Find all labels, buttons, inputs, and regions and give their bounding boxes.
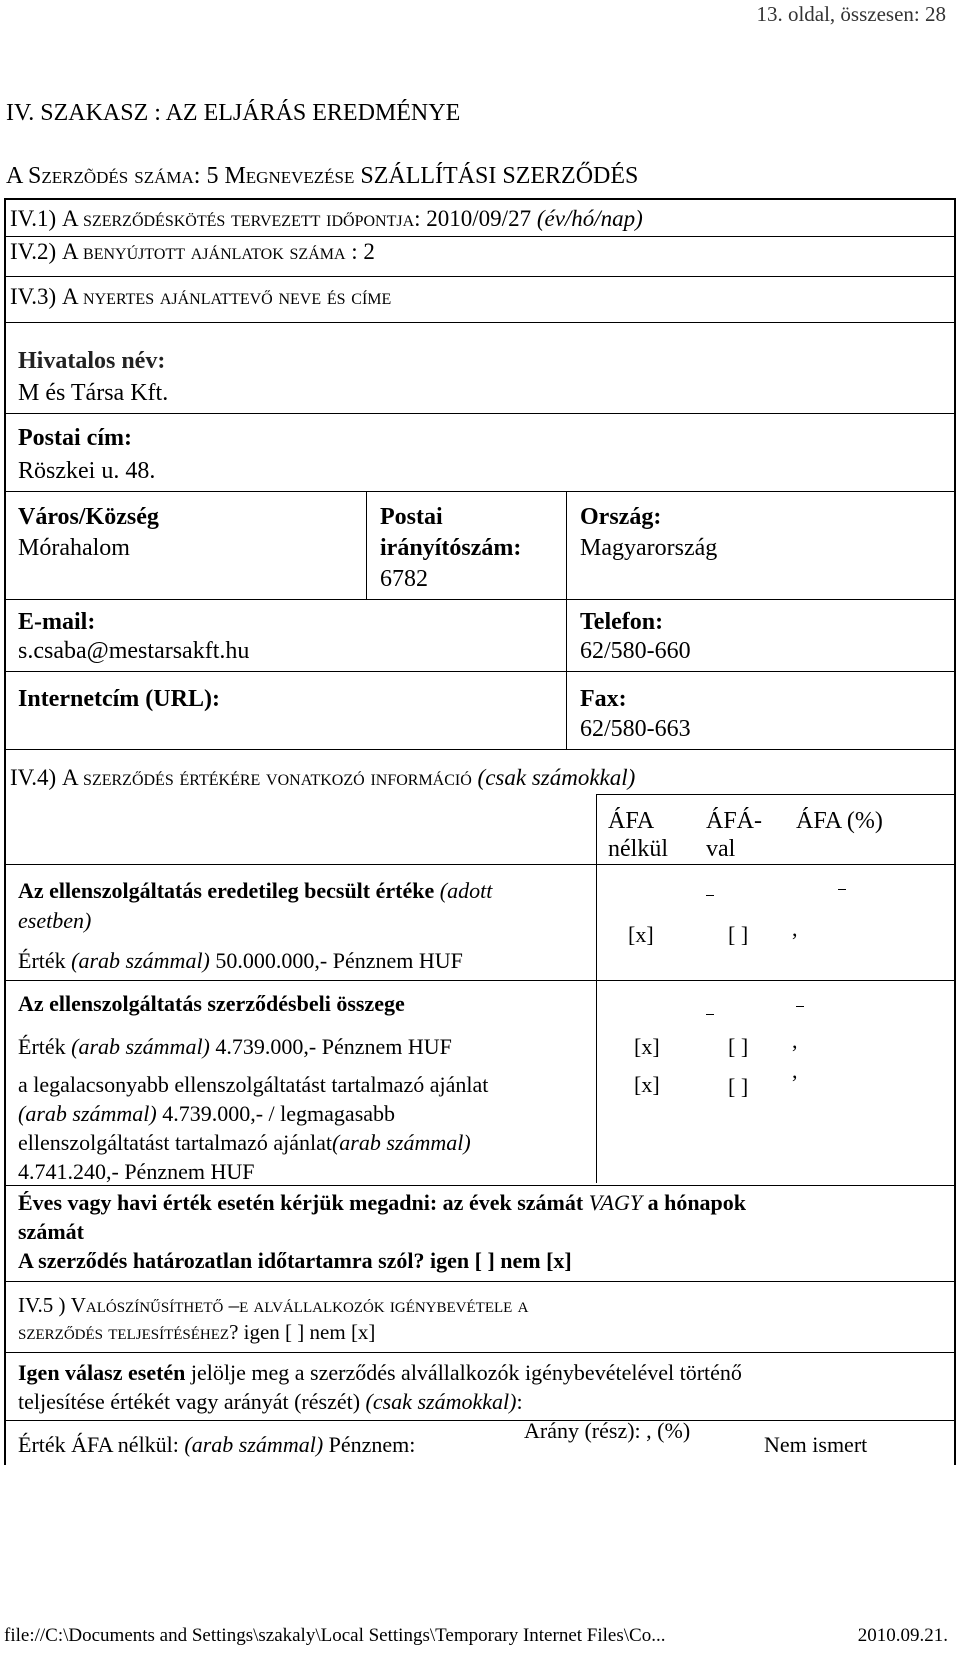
estimated-checkbox-val[interactable]: [ ] bbox=[728, 922, 749, 947]
divider bbox=[4, 749, 956, 750]
range-lowest: 4.739.000,- / legmagasabb bbox=[162, 1101, 396, 1126]
col-afaval: ÁFÁ- bbox=[706, 808, 763, 834]
iv4-num: IV.4) bbox=[10, 765, 62, 790]
iv3-num: IV.3) bbox=[10, 284, 62, 309]
yearly-months: a hónapok bbox=[642, 1190, 747, 1215]
contract-value: 4.739.000,- Pénznem HUF bbox=[215, 1034, 452, 1059]
estimated-value: 50.000.000,- Pénznem HUF bbox=[215, 948, 463, 973]
contract-value-prefix: Érték bbox=[18, 1034, 72, 1059]
sub-yes-label: Igen válasz esetén bbox=[18, 1360, 186, 1385]
iv1-line bbox=[10, 206, 643, 232]
yearly-or: VAGY bbox=[588, 1190, 643, 1215]
estimated-value-title: Az ellenszolgáltatás eredetileg becsült értéke bbox=[18, 878, 440, 903]
frame-left bbox=[4, 198, 6, 1465]
fax-label: Fax: bbox=[580, 686, 627, 712]
official-name-label: Hivatalos név: bbox=[18, 348, 166, 374]
range-checkbox-val[interactable]: [ ] bbox=[728, 1074, 749, 1099]
yearly-line-2: számát bbox=[18, 1219, 84, 1244]
sub-value-currency: Pénznem: bbox=[323, 1432, 416, 1457]
zip-label: Postai bbox=[380, 504, 443, 530]
url-label: Internetcím (URL): bbox=[18, 686, 220, 712]
iv1-num: IV.1) bbox=[10, 206, 62, 231]
sub-line-1 bbox=[18, 1360, 742, 1386]
divider bbox=[4, 1420, 956, 1421]
zip-value: 6782 bbox=[380, 566, 428, 592]
grid-separator bbox=[566, 491, 567, 749]
sub-value-text: teljesítése értékét vagy arányát (részét) bbox=[18, 1389, 366, 1414]
range-line-2 bbox=[18, 1101, 395, 1127]
iv2-num: IV.2) bbox=[10, 239, 62, 264]
iv3-line bbox=[10, 284, 391, 310]
iv5-label-2: szerződés teljesítéséhez? bbox=[18, 1320, 244, 1344]
iv4-line bbox=[10, 765, 635, 791]
iv5-line-2 bbox=[18, 1320, 375, 1345]
country-value: Magyarország bbox=[580, 535, 718, 561]
sub-colon: : bbox=[516, 1389, 523, 1414]
fax-value: 62/580-663 bbox=[580, 716, 691, 742]
page-number: 13. oldal, összesen: 28 bbox=[756, 2, 946, 26]
sub-value-line bbox=[18, 1432, 415, 1458]
city-label: Város/Község bbox=[18, 504, 159, 530]
range-pct: , bbox=[792, 1058, 798, 1083]
sub-hint: (csak számokkal) bbox=[365, 1389, 517, 1414]
input-blank bbox=[796, 1006, 804, 1007]
zip-label-2: irányítószám: bbox=[380, 535, 522, 561]
iv4-label: A szerződés értékére vonatkozó információ bbox=[61, 765, 478, 790]
frame-top bbox=[4, 198, 956, 200]
contract-value-line bbox=[18, 1034, 452, 1060]
divider bbox=[4, 322, 956, 323]
iv5-answer: igen [ ] nem [x] bbox=[243, 1320, 376, 1344]
input-blank bbox=[706, 1014, 714, 1015]
postal-address-value: Röszkei u. 48. bbox=[18, 458, 156, 484]
divider bbox=[4, 864, 956, 865]
iv5-label-1: Valószínűsíthető –e alvállalkozók igénybevétele a bbox=[70, 1293, 529, 1317]
divider bbox=[4, 236, 956, 237]
phone-value: 62/580-660 bbox=[580, 638, 691, 664]
sub-ratio: Arány (rész): , (%) bbox=[524, 1418, 691, 1443]
estimated-value-hint: (adott bbox=[439, 878, 493, 903]
iv1-label: A szerződéskötés tervezett időpontja: bbox=[61, 206, 427, 231]
estimated-pct: , bbox=[792, 916, 798, 941]
contract-name-label: Megnevezése bbox=[224, 163, 361, 189]
range-line-3 bbox=[18, 1130, 471, 1156]
contract-name: SZÁLLÍTÁSI SZERZŐDÉS bbox=[360, 163, 639, 189]
divider bbox=[4, 1352, 956, 1353]
iv2-label: A benyújtott ajánlatok száma : bbox=[61, 239, 364, 264]
indefinite-term: A szerződés határozatlan időtartamra szól? igen [ ] nem [x] bbox=[18, 1248, 572, 1273]
iv4-hint: (csak számokkal) bbox=[477, 765, 636, 790]
sub-value-prefix: Érték ÁFA nélkül: bbox=[18, 1432, 185, 1457]
yearly-text: Éves vagy havi érték esetén kérjük megadni: az évek számát bbox=[18, 1190, 589, 1215]
sub-unknown: Nem ismert bbox=[764, 1432, 868, 1457]
iv5-num: IV.5 ) bbox=[18, 1293, 71, 1317]
frame-right bbox=[954, 198, 956, 1465]
range-highest: 4.741.240,- Pénznem HUF bbox=[18, 1159, 255, 1184]
input-blank bbox=[838, 889, 846, 890]
iv2-line bbox=[10, 239, 375, 265]
divider bbox=[4, 413, 956, 414]
iv3-label: A nyertes ajánlattevő neve és címe bbox=[61, 284, 392, 309]
iv1-hint: (év/hó/nap) bbox=[536, 206, 643, 231]
email-value: s.csaba@mestarsakft.hu bbox=[18, 638, 250, 664]
contract-line bbox=[6, 163, 638, 190]
divider bbox=[4, 1281, 956, 1282]
contract-a: A bbox=[6, 163, 29, 189]
sub-value-hint: (arab számmal) bbox=[184, 1432, 324, 1457]
estimated-value-line bbox=[18, 948, 463, 974]
table-separator bbox=[596, 794, 597, 1183]
email-label: E-mail: bbox=[18, 609, 96, 635]
sub-instruction: jelölje meg a szerződés alvállalkozók igénybevételével történő bbox=[185, 1360, 742, 1385]
estimated-value-label bbox=[18, 878, 492, 904]
divider bbox=[4, 599, 956, 600]
range-checkbox-nelkul[interactable]: [x] bbox=[634, 1072, 660, 1097]
col-afa-nelkul: ÁFA bbox=[608, 808, 655, 834]
divider bbox=[4, 276, 956, 277]
postal-address-label: Postai cím: bbox=[18, 425, 132, 451]
city-value: Mórahalom bbox=[18, 535, 130, 561]
col-afa-nelkul-2: nélkül bbox=[608, 836, 668, 862]
iv5-line-1 bbox=[18, 1293, 528, 1318]
grid-separator bbox=[366, 491, 367, 599]
col-afa-pct: ÁFA (%) bbox=[796, 808, 883, 834]
yearly-line-1 bbox=[18, 1190, 746, 1216]
iv2-value: 2 bbox=[363, 239, 375, 264]
divider bbox=[4, 980, 956, 981]
contract-checkbox-val[interactable]: [ ] bbox=[728, 1034, 749, 1059]
input-blank bbox=[706, 895, 714, 896]
contract-number: 5 bbox=[206, 163, 225, 189]
range-line-1: a legalacsonyabb ellenszolgáltatást tartalmazó ajánlat bbox=[18, 1072, 489, 1097]
range-arab-hint: (arab számmal) bbox=[18, 1101, 163, 1126]
estimated-value-hint-2: esetben) bbox=[18, 908, 92, 933]
footer-path: file://C:\Documents and Settings\szakaly\Local Settings\Temporary Internet Files\Co... bbox=[4, 1625, 666, 1646]
contract-value-title: Az ellenszolgáltatás szerződésbeli összege bbox=[18, 991, 405, 1016]
range-arab-hint-2: (arab számmal) bbox=[331, 1130, 471, 1155]
divider bbox=[4, 491, 956, 492]
country-label: Ország: bbox=[580, 504, 662, 530]
official-name-value: M és Társa Kft. bbox=[18, 380, 169, 406]
contract-checkbox-nelkul[interactable]: [x] bbox=[634, 1034, 660, 1059]
contract-number-label: Szerzõdés száma: bbox=[28, 163, 207, 189]
contract-value-arab-hint: (arab számmal) bbox=[71, 1034, 216, 1059]
footer-date: 2010.09.21. bbox=[857, 1625, 948, 1646]
section-title: IV. SZAKASZ : AZ ELJÁRÁS EREDMÉNYE bbox=[6, 100, 461, 126]
col-afaval-2: val bbox=[706, 836, 736, 862]
iv1-value: 2010/09/27 bbox=[426, 206, 537, 231]
sub-line-2 bbox=[18, 1389, 523, 1415]
table-top bbox=[596, 794, 954, 795]
contract-pct: , bbox=[792, 1028, 798, 1053]
estimated-value-arab-hint: (arab számmal) bbox=[71, 948, 216, 973]
divider bbox=[4, 671, 956, 672]
estimated-value-prefix: Érték bbox=[18, 948, 72, 973]
range-text: ellenszolgáltatást tartalmazó ajánlat bbox=[18, 1130, 332, 1155]
phone-label: Telefon: bbox=[580, 609, 664, 635]
estimated-checkbox-nelkul[interactable]: [x] bbox=[628, 922, 654, 947]
divider bbox=[4, 1185, 956, 1186]
